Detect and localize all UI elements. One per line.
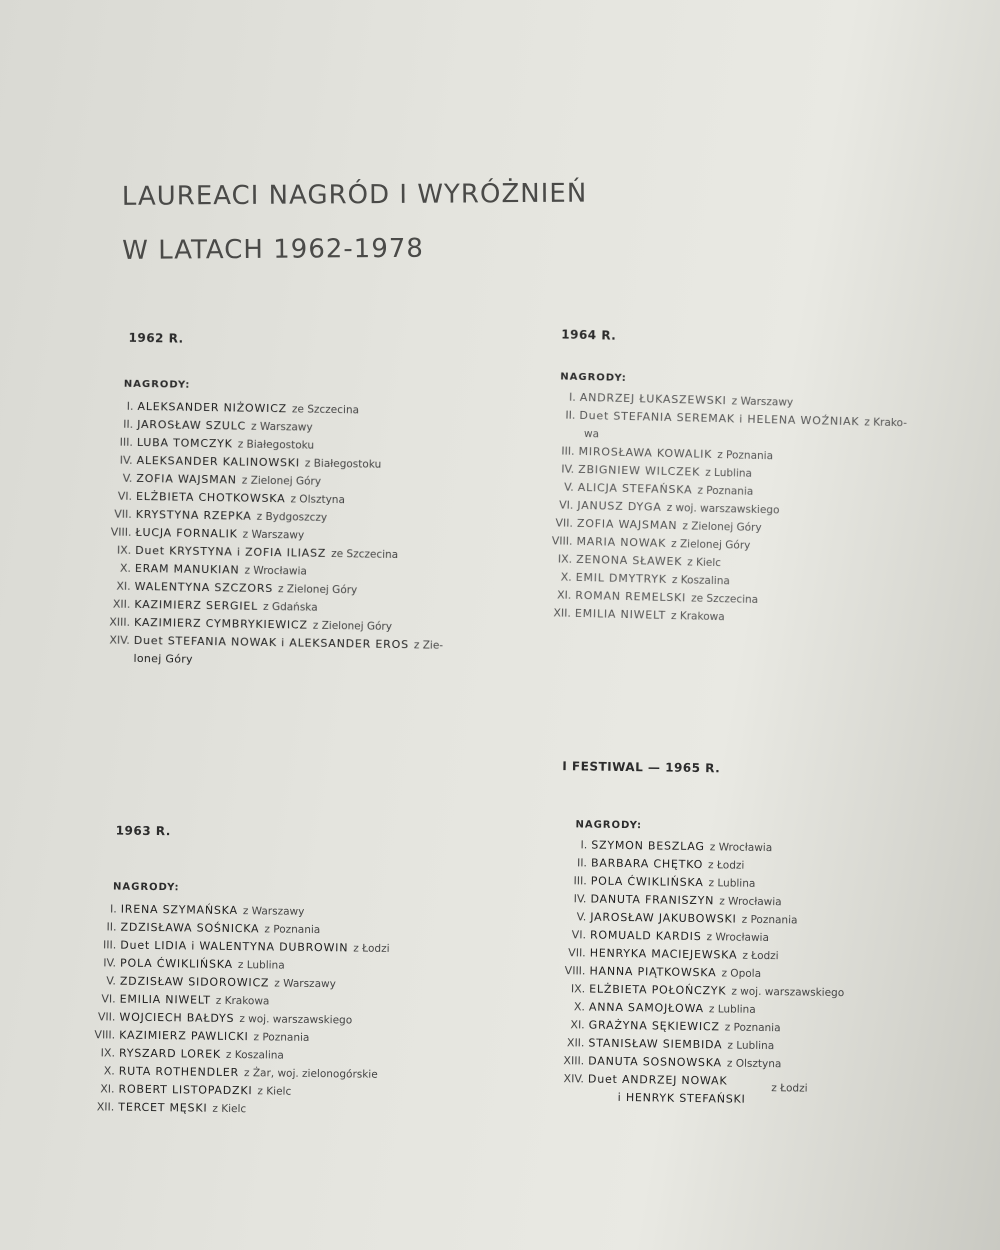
list-item-name: ELŻBIETA POŁOŃCZYK — [589, 982, 727, 998]
list-item-name: ZDZISŁAWA SOŚNICKA — [120, 920, 260, 936]
list-item-name: MARIA NOWAK — [576, 534, 667, 550]
list-item-number: I. — [580, 838, 588, 852]
list-item-name: ROMUALD KARDIS — [589, 928, 702, 944]
list-item-origin: z Lublina — [708, 1003, 756, 1016]
list-item-name: ZOFIA WAJSMAN — [576, 516, 678, 533]
list-item-name: Duet ANDRZEJ NOWAK — [587, 1072, 728, 1088]
list-item-origin: z Lublina — [708, 877, 756, 890]
list-item-number: XI. — [570, 1018, 585, 1032]
list-item-number: VI. — [558, 498, 574, 512]
list-item-origin: z Warszawy — [274, 977, 336, 991]
list-item-name: ALEKSANDER NIŻOWICZ — [137, 399, 288, 416]
list-item-number: X. — [560, 570, 572, 584]
list-item-name: ANDRZEJ ŁUKASZEWSKI — [579, 390, 727, 408]
list-item-origin: z Poznania — [717, 449, 774, 463]
list-item-number: IV. — [103, 956, 117, 970]
list-item-origin: ze Szczecina — [331, 547, 399, 562]
list-item-name: KRYSTYNA RZEPKA — [135, 507, 252, 523]
list-item-number: II. — [123, 417, 134, 431]
list-item-origin: z Lublina — [705, 466, 753, 480]
list-item-origin: ze Szczecina — [691, 592, 759, 606]
list-item-origin: z Żar, woj. zielonogórskie — [243, 1067, 378, 1081]
list-item-number: VIII. — [110, 525, 132, 539]
list-item-number: IX. — [557, 552, 573, 566]
list-item-number: I. — [109, 902, 117, 916]
year-heading: 1963 R. — [115, 823, 171, 839]
list-item-origin: z Kielc — [212, 1102, 247, 1116]
list-item-number: III. — [573, 874, 587, 888]
list-item-origin: z Zie- — [413, 639, 444, 652]
list-item-origin: z Poznania — [724, 1021, 781, 1035]
awards-label: NAGRODY: — [560, 371, 627, 384]
list-item-origin: z Zielonej Góry — [277, 583, 358, 597]
list-item-number: II. — [106, 920, 117, 934]
list-item-origin: z Zielonej Góry — [671, 538, 751, 552]
list-item-origin: z Białegostoku — [304, 457, 382, 471]
list-item-number: III. — [561, 444, 575, 458]
list-item-number: X. — [103, 1064, 115, 1078]
continuation-text: lonej Góry — [133, 651, 193, 666]
list-item-name: Duet KRYSTYNA i ZOFIA ILIASZ — [135, 543, 327, 560]
list-item-name: EMILIA NIWELT — [574, 606, 667, 622]
list-item-name: BARBARA CHĘTKO — [590, 856, 704, 872]
list-item-number: IV. — [119, 453, 133, 467]
awards-label: NAGRODY: — [123, 378, 191, 391]
list-item-name: ERAM MANUKIAN — [134, 561, 240, 577]
list-item-number: VII. — [555, 516, 574, 530]
list-item-name: MIROSŁAWA KOWALIK — [578, 444, 713, 461]
section-1964 — [537, 327, 984, 632]
list-item-name: ŁUCJA FORNALIK — [135, 525, 238, 541]
list-item-name: ALEKSANDER KALINOWSKI — [136, 453, 300, 470]
list-item-number: I. — [568, 390, 576, 404]
list-item-name: POLA ĆWIKLIŃSKA — [120, 956, 234, 971]
list-item-number: IX. — [570, 982, 586, 996]
list-item-origin: z Krakowa — [215, 994, 270, 1008]
list-item-origin: z Bydgoszczy — [256, 510, 328, 524]
list-item-number: VIII. — [94, 1028, 116, 1042]
list-item-name: ZDZISŁAW SIDOROWICZ — [119, 974, 270, 990]
list-item-name: STANISŁAW SIEMBIDA — [588, 1036, 723, 1052]
list-item-origin: z Wrocławia — [244, 564, 307, 578]
list-item-origin: z woj. warszawskiego — [731, 985, 845, 1000]
list-item-origin: z Wrocławia — [709, 841, 773, 855]
awards-list — [96, 397, 570, 656]
awards-label: NAGRODY: — [575, 819, 643, 832]
list-item-name: ROBERT LISTOPADZKI — [118, 1082, 253, 1098]
list-item-name: ANNA SAMOJŁOWA — [588, 1000, 705, 1016]
list-item-number: XII. — [566, 1036, 585, 1050]
section-1963 — [80, 823, 554, 1122]
list-item-number: VI. — [101, 992, 116, 1006]
list-item-name: HANNA PIĄTKOWSKA — [589, 964, 717, 980]
list-item-number: XIII. — [109, 615, 131, 629]
section-1962 — [95, 330, 570, 674]
list-item-origin: z Gdańska — [262, 600, 318, 614]
list-item-origin: z Koszalina — [671, 574, 730, 588]
list-item-number: IV. — [561, 462, 575, 476]
list-item-number: V. — [576, 910, 587, 924]
list-item-name: JANUSZ DYGA — [577, 498, 662, 514]
list-item-number: XII. — [112, 597, 131, 611]
list-item-origin: z Poznania — [697, 484, 754, 498]
year-heading: 1964 R. — [561, 327, 617, 343]
list-item-number: I. — [126, 399, 134, 413]
list-item-origin: z Poznania — [264, 923, 321, 937]
list-item-number: III. — [103, 938, 117, 952]
list-item-name: Duet STEFANIA NOWAK i ALEKSANDER EROS — [133, 633, 409, 652]
list-item-origin: z Poznania — [741, 913, 798, 927]
list-item-origin: z Kielc — [257, 1085, 292, 1098]
list-item-name: HENRYKA MACIEJEWSKA — [589, 946, 738, 962]
list-item-name: ZBIGNIEW WILCZEK — [578, 462, 701, 479]
list-item-number: V. — [122, 471, 133, 485]
list-item-name: Duet STEFANIA SEREMAK i HELENA WOŹNIAK — [579, 408, 860, 429]
list-item-number: IV. — [573, 892, 587, 906]
list-item-origin: z Olsztyna — [726, 1057, 782, 1071]
list-item-number: II. — [565, 408, 576, 422]
list-item-origin: z Warszawy — [242, 528, 305, 542]
list-item-name: LUBA TOMCZYK — [136, 435, 233, 451]
list-item-name: KAZIMIERZ CYMBRYKIEWICZ — [133, 615, 308, 632]
list-item-number: X. — [119, 561, 132, 575]
list-item-name: ELŻBIETA CHOTKOWSKA — [135, 489, 286, 506]
list-item-number: VI. — [117, 489, 133, 503]
awards-label: NAGRODY: — [112, 881, 180, 894]
list-item-origin: z Poznania — [253, 1031, 310, 1044]
list-item-origin: z Warszawy — [251, 420, 313, 434]
list-item-number: VIII. — [564, 964, 586, 978]
list-item-name: KAZIMIERZ SERGIEL — [134, 597, 259, 613]
list-item-name: TERCET MĘSKI — [118, 1100, 208, 1115]
list-item-number: XII. — [96, 1100, 115, 1114]
list-item-origin: z Łodzi — [708, 859, 745, 872]
list-item-number: XI. — [116, 579, 131, 593]
list-item-number: VII. — [568, 946, 586, 960]
page-title — [122, 166, 643, 278]
list-item-origin: z Łodzi — [771, 1082, 808, 1095]
list-item-name: ROMAN REMELSKI — [575, 588, 687, 605]
list-item-number: IX. — [100, 1046, 116, 1060]
list-item-origin: z Warszawy — [242, 905, 305, 918]
list-item-origin: z Łodzi — [353, 942, 390, 955]
year-heading: 1962 R. — [128, 330, 184, 346]
list-item-number: XIV. — [563, 1072, 585, 1086]
list-item-origin: z Wrocławia — [706, 931, 770, 945]
list-item-origin: z woj. warszawskiego — [239, 1013, 353, 1027]
year-heading: I FESTIWAL — 1965 R. — [562, 759, 721, 776]
page-title-line-2: W LATACH 1962-1978 — [122, 233, 424, 266]
list-item-name: RUTA ROTHENDLER — [118, 1064, 240, 1080]
list-item-number: XIII. — [563, 1054, 585, 1068]
list-item-number: VI. — [571, 928, 587, 942]
list-item-origin: z Opola — [721, 967, 762, 980]
list-item-name: JAROSŁAW JAKUBOWSKI — [590, 910, 737, 926]
section-festival-1965 — [550, 759, 985, 1112]
list-item-name: ALICJA STEFAŃSKA — [577, 480, 693, 497]
awards-list — [550, 836, 983, 1076]
list-item-name: Duet LIDIA i WALENTYNA DUBROWIN — [120, 938, 349, 955]
list-item-number: XIV. — [109, 633, 130, 647]
list-item-name: POLA ĆWIKLIŃSKA — [590, 874, 704, 890]
list-item-name: IRENA SZYMAŃSKA — [120, 902, 238, 918]
list-item-number: VIII. — [551, 534, 573, 548]
list-item-origin: z Lublina — [237, 959, 285, 972]
list-item-origin: z woj. warszawskiego — [666, 501, 780, 517]
list-item-origin: z Łodzi — [742, 949, 779, 963]
list-item-number: VII. — [114, 507, 132, 521]
list-item-number: XI. — [556, 588, 572, 602]
list-item-origin: z Wrocławia — [719, 895, 782, 909]
awards-list — [80, 900, 553, 1122]
list-item-origin: z Koszalina — [225, 1048, 284, 1062]
list-item-number: VII. — [97, 1010, 116, 1024]
list-item-origin: z Olsztyna — [290, 493, 346, 507]
continuation-text: wa — [583, 427, 600, 441]
list-item-origin: z Krako- — [864, 416, 908, 430]
list-item-number: V. — [564, 480, 574, 494]
list-item-name: SZYMON BESZLAG — [591, 838, 705, 854]
list-item-origin: z Zielonej Góry — [241, 474, 322, 488]
list-item-number: V. — [106, 974, 116, 988]
list-item-number: III. — [119, 435, 134, 449]
list-item-origin: ze Szczecina — [291, 403, 360, 417]
list-item-name: GRAŻYNA SĘKIEWICZ — [588, 1018, 720, 1034]
list-item-number: II. — [576, 856, 588, 870]
list-item-name: DANUTA FRANISZYN — [590, 892, 715, 908]
awards-list — [537, 388, 982, 632]
list-item-origin: z Kielc — [687, 556, 722, 570]
page-title-line-1: LAUREACI NAGRÓD I WYRÓŻNIEŃ — [121, 178, 588, 212]
list-item-origin: z Warszawy — [731, 395, 794, 409]
list-item-name: JAROSŁAW SZULC — [137, 417, 247, 433]
list-item-name: EMILIA NIWELT — [119, 992, 211, 1007]
list-item-name: ZOFIA WAJSMAN — [136, 471, 237, 487]
list-item-name: KAZIMIERZ PAWLICKI — [119, 1028, 249, 1044]
list-item-name: EMIL DMYTRYK — [575, 570, 668, 586]
list-item-origin: z Zielonej Góry — [682, 520, 762, 535]
list-item-name: i HENRYK STEFAŃSKI — [617, 1090, 746, 1106]
list-item-origin: z Białegostoku — [237, 438, 315, 452]
list-item-name: WALENTYNA SZCZORS — [134, 579, 274, 596]
list-item-name: DANUTA SOSNOWSKA — [588, 1054, 722, 1070]
list-item-origin: z Lublina — [727, 1039, 775, 1053]
list-item-name: RYSZARD LOREK — [118, 1046, 221, 1061]
list-item-number: IX. — [116, 543, 132, 557]
list-item-number: XI. — [100, 1082, 115, 1096]
list-item-name: WOJCIECH BAŁDYS — [119, 1010, 235, 1025]
list-item-name: ZENONA SŁAWEK — [575, 552, 683, 569]
list-item-number: XII. — [553, 606, 572, 620]
list-item-number: X. — [573, 1000, 586, 1014]
list-item-origin: z Krakowa — [670, 610, 725, 624]
list-item-origin: z Zielonej Góry — [312, 619, 393, 633]
